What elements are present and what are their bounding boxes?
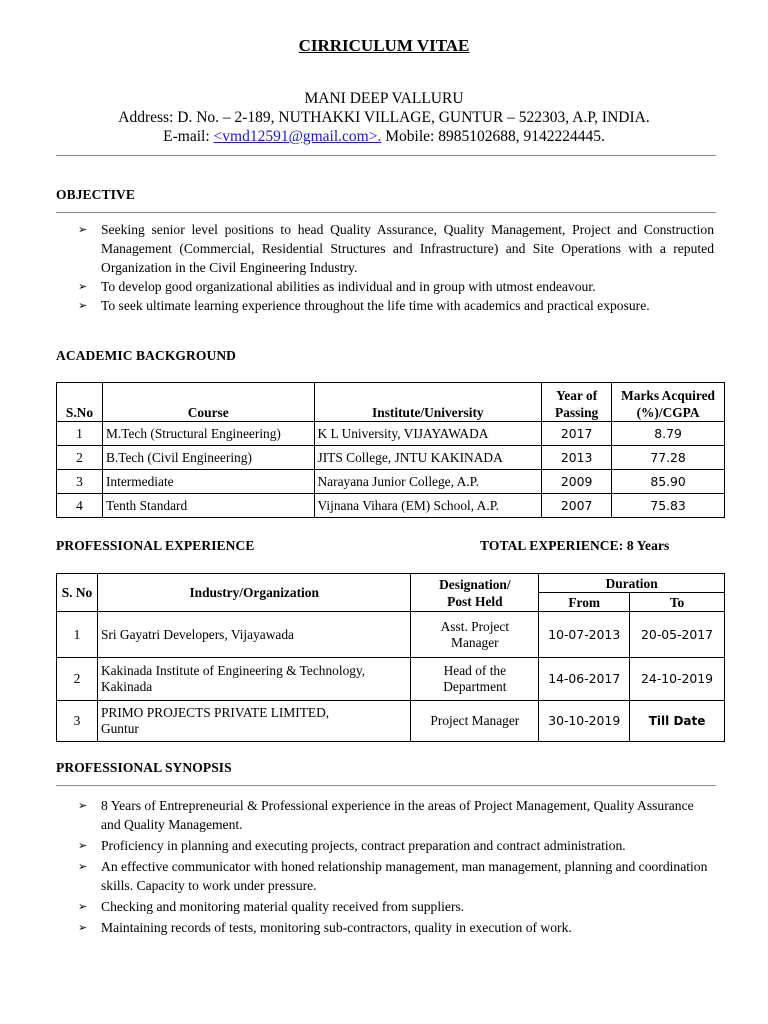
academic-table <box>56 382 725 518</box>
list-item: ➢ 8 Years of Entrepreneurial & Professional experience in the areas of Project Management, Quality Assurance and Quality Management. <box>78 798 694 832</box>
candidate-address: Address: D. No. – 2-189, NUTHAKKI VILLAGE, GUNTUR – 522303, A.P, INDIA. <box>118 109 650 126</box>
table-header-row <box>57 383 725 422</box>
objective-divider <box>56 212 716 213</box>
academic-heading: ACADEMIC BACKGROUND <box>56 348 237 363</box>
arrow-bullet-icon: ➢ <box>78 299 88 312</box>
col-to: To <box>630 593 725 612</box>
col-sno: S.No <box>57 383 103 422</box>
col-duration: Duration <box>539 574 725 593</box>
designation-cell: Head of the Department <box>411 658 539 701</box>
arrow-bullet-icon: ➢ <box>78 839 88 852</box>
table-row: 3 PRIMO PROJECTS PRIVATE LIMITED, Guntur Project Manager 30-10-2019 Till Date <box>57 701 725 742</box>
list-item: ➢ Checking and monitoring material quality received from suppliers. <box>78 899 465 914</box>
list-item: ➢ An effective communicator with honed relationship management, man management, planning and coordination skills. Capacity to work under pressure. <box>78 859 708 893</box>
list-item: ➢ To seek ultimate learning experience throughout the life time with academics and practical exposure. <box>78 298 650 313</box>
col-course: Course <box>102 383 314 422</box>
total-experience: TOTAL EXPERIENCE: 8 Years <box>480 538 670 553</box>
synopsis-list <box>78 796 714 937</box>
col-from: From <box>539 593 630 612</box>
arrow-bullet-icon: ➢ <box>78 280 88 293</box>
arrow-bullet-icon: ➢ <box>78 223 88 236</box>
table-row: 1 M.Tech (Structural Engineering) K L University, VIJAYAWADA 2017 8.79 <box>57 422 725 446</box>
col-designation: Designation/ Post Held <box>411 574 539 612</box>
table-row: 1 Sri Gayatri Developers, Vijayawada Asst. Project Manager 10-07-2013 20-05-2017 <box>57 612 725 658</box>
document-title: CIRRICULUM VITAE <box>298 36 470 55</box>
header-divider <box>56 155 716 156</box>
synopsis-divider <box>56 785 716 786</box>
objective-list <box>78 220 714 315</box>
designation-cell: Asst. Project Manager <box>411 612 539 658</box>
list-item: ➢ To develop good organizational abilities as individual and in group with utmost endeavour. <box>78 279 596 294</box>
arrow-bullet-icon: ➢ <box>78 860 88 873</box>
list-item: ➢ Seeking senior level positions to head Quality Assurance, Quality Management, Project and Construction Management (Commercial, Residential Structures and Infrastructure) and Site Operations with a reputed Organization in the Civil Engineering Industry. <box>78 222 714 275</box>
organization-cell: Sri Gayatri Developers, Vijayawada <box>97 612 410 658</box>
email-link[interactable]: <vmd12591@gmail.com>. <box>213 128 382 145</box>
objective-heading: OBJECTIVE <box>56 187 135 202</box>
table-row: 2 Kakinada Institute of Engineering & Technology, Kakinada Head of the Department 14-06-2017 24-10-2019 <box>57 658 725 701</box>
col-institute: Institute/University <box>314 383 542 422</box>
col-organization: Industry/Organization <box>97 574 410 612</box>
col-sno: S. No <box>57 574 98 612</box>
arrow-bullet-icon: ➢ <box>78 799 88 812</box>
table-header-row <box>57 574 725 593</box>
list-item: ➢ Proficiency in planning and executing projects, contract preparation and contract administration. <box>78 838 626 853</box>
mobile-numbers: Mobile: 8985102688, 9142224445. <box>381 128 605 145</box>
designation-cell: Project Manager <box>411 701 539 742</box>
experience-heading: PROFESSIONAL EXPERIENCE <box>56 538 255 553</box>
arrow-bullet-icon: ➢ <box>78 900 88 913</box>
arrow-bullet-icon: ➢ <box>78 921 88 934</box>
email-label: E-mail: <box>163 128 214 145</box>
table-row: 2 B.Tech (Civil Engineering) JITS College, JNTU KAKINADA 2013 77.28 <box>57 446 725 470</box>
list-item: ➢ Maintaining records of tests, monitoring sub-contractors, quality in execution of work. <box>78 920 572 935</box>
table-row: 4 Tenth Standard Vijnana Vihara (EM) School, A.P. 2007 75.83 <box>57 494 725 518</box>
experience-table <box>56 573 725 742</box>
col-marks: Marks Acquired (%)/CGPA <box>612 383 725 422</box>
synopsis-heading: PROFESSIONAL SYNOPSIS <box>56 760 232 775</box>
col-year: Year of Passing <box>542 383 612 422</box>
candidate-name: MANI DEEP VALLURU <box>304 90 464 107</box>
contact-line <box>0 128 768 146</box>
organization-cell: Kakinada Institute of Engineering & Technology, Kakinada <box>97 658 410 701</box>
table-row: 3 Intermediate Narayana Junior College, A.P. 2009 85.90 <box>57 470 725 494</box>
organization-cell: PRIMO PROJECTS PRIVATE LIMITED, Guntur <box>97 701 410 742</box>
